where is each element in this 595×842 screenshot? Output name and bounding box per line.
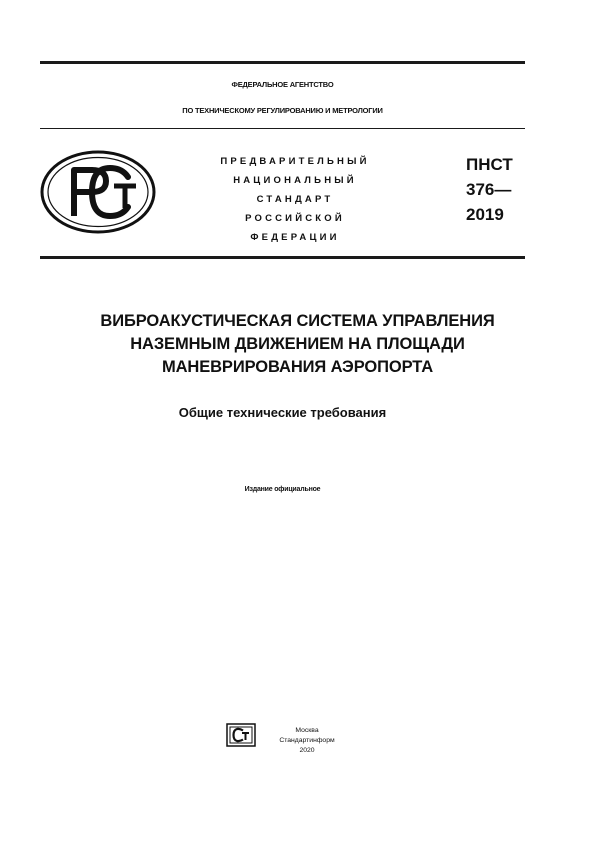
publisher-info bbox=[262, 726, 352, 756]
publisher-city: Москва bbox=[295, 727, 319, 734]
standard-designation bbox=[466, 152, 513, 227]
standartinform-logo-icon bbox=[226, 723, 256, 747]
title-line-3: МАНЕВРИРОВАНИЯ АЭРОПОРТА bbox=[161, 358, 434, 376]
standard-type-line-3: СТАНДАРТ bbox=[256, 194, 334, 205]
header-divider bbox=[40, 128, 525, 129]
publisher-name: Стандартинформ bbox=[279, 737, 335, 744]
top-rule bbox=[40, 61, 525, 64]
gost-r-certification-mark-icon bbox=[40, 150, 156, 234]
agency-line-1: ФЕДЕРАЛЬНОЕ АГЕНТСТВО bbox=[231, 80, 334, 89]
standard-type-line-1: ПРЕДВАРИТЕЛЬНЫЙ bbox=[220, 156, 370, 167]
standard-type bbox=[205, 152, 385, 247]
title-line-1: ВИБРОАКУСТИЧЕСКАЯ СИСТЕМА УПРАВЛЕНИЯ bbox=[100, 312, 495, 330]
document-title bbox=[20, 310, 575, 379]
title-line-2: НАЗЕМНЫМ ДВИЖЕНИЕМ НА ПЛОЩАДИ bbox=[130, 335, 465, 353]
designation-code: ПНСТ bbox=[466, 155, 513, 174]
designation-number: 376— bbox=[466, 180, 512, 199]
publisher-year: 2020 bbox=[299, 747, 315, 754]
document-subtitle: Общие технические требования bbox=[178, 405, 387, 420]
edition-note: Издание официальное bbox=[244, 486, 321, 493]
designation-year: 2019 bbox=[466, 205, 504, 224]
standard-type-line-4: РОССИЙСКОЙ bbox=[245, 213, 345, 224]
agency-line-2: ПО ТЕХНИЧЕСКОМУ РЕГУЛИРОВАНИЮ И МЕТРОЛОГИИ bbox=[182, 106, 383, 115]
header-bottom-rule bbox=[40, 256, 525, 259]
standard-type-line-2: НАЦИОНАЛЬНЫЙ bbox=[233, 175, 357, 186]
standard-type-line-5: ФЕДЕРАЦИИ bbox=[250, 232, 340, 243]
